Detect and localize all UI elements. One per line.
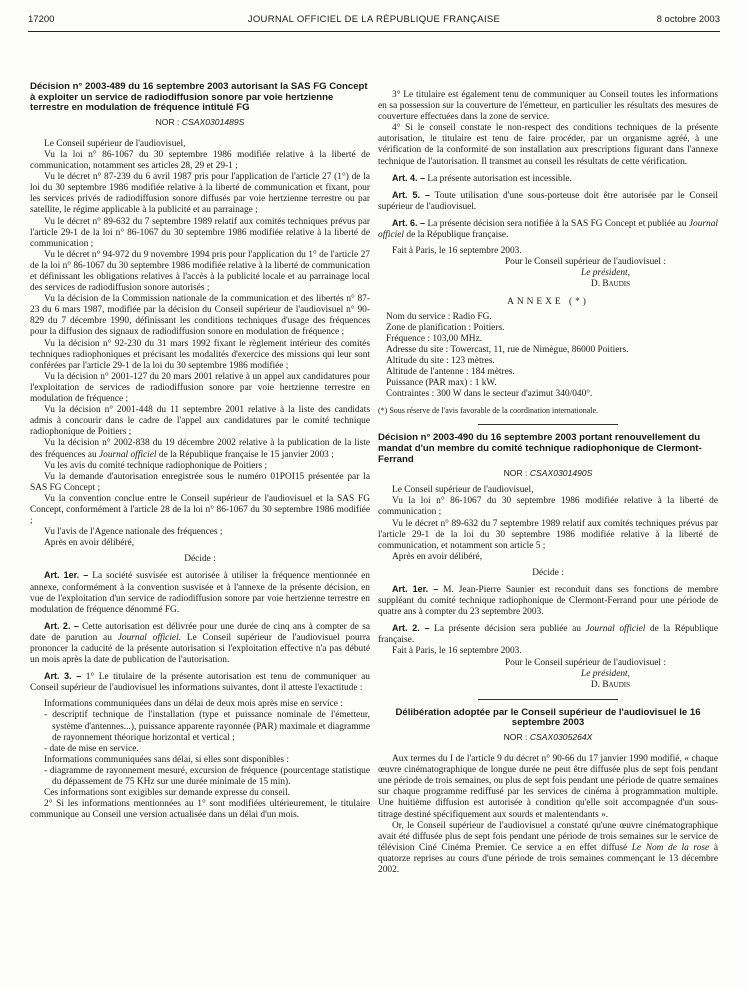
visa: Vu le décret n° 89-632 du 7 septembre 1989 relatif aux comités techniques prévus par l'article 29-1 de la loi du 30 septembre 1986 modifiée relative à la liberté de communication, et notamment son article 5 ; <box>378 518 718 551</box>
visa: Vu la décision n° 2001-127 du 20 mars 2001 relative à un appel aux candidatures pour l'exploitation de services de radiodiffusion sonore par voie hertzienne terrestre en modulation de fréquence ; <box>30 371 370 405</box>
paragraph-text: Or, le Conseil supérieur de l'audiovisuel a constaté qu'une œuvre cinématographique avait été diffusée plus de sept fois pendant une période de trois semaines sur le service de télévision Ciné Cinéma Premier. Ce service a en effet diffusé <box>378 820 718 853</box>
visa: Vu la décision de la Commission nationale de la communication et des libertés n° 87-23 du 6 mars 1987, modifiée par la décision du Conseil supérieur de l'audiovisuel n° 90-829 du 7 décembre 1990, définissant les conditions techniques d'usage des fréquences pour la diffusion des signaux de radiodiffusion sonore en modulation de fréquence ; <box>30 294 370 338</box>
article-text: La présente autorisation est incessible. <box>427 173 572 184</box>
decision-490-nor <box>378 468 718 479</box>
nor-code: CSAX0301490S <box>529 468 593 479</box>
annexe-line: Contraintes : 300 W dans le secteur d'azimut 340/040°. <box>386 389 593 400</box>
apres: Après en avoir délibéré, <box>392 551 483 562</box>
article-text: M. Jean-Pierre Saunier est reconduit dans ses fonctions de membre suppléant du comité technique radiophonique de Clermont-Ferrand pour une période de quatre ans à compter du 23 septembre 2003. <box>378 584 718 618</box>
section-divider <box>478 699 618 700</box>
nor-label: NOR : <box>155 116 180 127</box>
article-label: Art. 6. – <box>392 217 426 228</box>
annexe-line: Altitude du site : 123 mètres. <box>386 355 495 366</box>
list-item: - descriptif technique de l'installation (type et puissance nominale de l'émetteur, système d'antennes...), puissance apparente rayonnée (PAR) maximale et diagramme de rayonnement théorique horizontal et vertical ; <box>44 710 370 743</box>
article-5 <box>378 190 718 213</box>
film-title: Le Nom de la rose <box>631 842 710 853</box>
article-3 <box>30 671 370 694</box>
visa: Vu le décret n° 87-239 du 6 avril 1987 pris pour l'application de l'article 27 (1°) de la loi du 30 septembre 1986 modifiée relative à la liberté de communication et fixant, pour les services privés de radiodiffusion sonore diffusés par voie hertzienne terrestre ou par satellite, le régime applicable à la publicité et au parrainage ; <box>30 172 370 216</box>
article-2 <box>378 623 718 646</box>
article-text: 1° Le titulaire de la présente autorisation est tenu de communiquer au Conseil supérieur de l'audiovisuel les informations suivantes, dont il atteste l'exactitude : <box>30 672 370 694</box>
section-divider <box>478 424 618 425</box>
visa: Vu le décret n° 89-632 du 7 septembre 1989 relatif aux comités techniques prévus par l'article 29-1 de la loi n° 86-1067 du 30 septembre 1986 modifiée relative à la liberté de communication ; <box>30 216 370 249</box>
info-list-1 <box>30 710 370 754</box>
deliberation-p1: Aux termes du I de l'article 9 du décret n° 90-66 du 17 janvier 1990 modifié, « chaque œuvre cinématographique de longue durée ne peut être diffusée plus de sept fois pendant une période de trois semaines, ou plus de sept fois pendant une période de quatre semaines sur chaque programme rediffusé par les services de cinéma à programmation multiple. Une huitième diffusion est autorisée à condition qu'elle soit accompagnée d'un sous-titrage destiné spécifiquement aux sourds et malentendants ». <box>378 754 719 820</box>
article-text: de la République française. <box>406 230 509 241</box>
exigibles: Ces informations sont exigibles sur demande expresse du conseil. <box>44 788 291 799</box>
right-column <box>378 90 718 876</box>
visa: Vu la demande d'autorisation enregistrée sous le numéro 01POI15 présentée par la SAS FG Concept ; <box>30 471 370 493</box>
visa: Vu la décision n° 2001-448 du 11 septembre 2001 relative à la liste des candidats admis à concourir dans le cadre de l'appel aux candidatures par le comité technique radiophonique de Poitiers ; <box>30 405 370 438</box>
decide: Décide : <box>532 567 564 578</box>
annexe-title: ANNEXE (*) <box>507 296 589 307</box>
paragraph-3: 3° Le titulaire est également tenu de communiquer au Conseil toutes les informations en sa possession sur la couverture de l'émetteur, en particulier les résultats des mesures de couverture effectuées dans la zone de service. <box>378 90 718 123</box>
president <box>378 268 718 279</box>
article-text: Toute utilisation d'une sous-porteuse doit être autorisée par le Conseil supérieur de l'audiovisuel. <box>378 190 718 212</box>
journal-title: JOURNAL OFFICIEL DE LA RÉPUBLIQUE FRANÇAISE <box>247 14 501 25</box>
pour: Pour le Conseil supérieur de l'audiovisuel : <box>504 657 666 668</box>
visa: Vu la loi n° 86-1067 du 30 septembre 1986 modifiée relative à la liberté de communication ; <box>378 496 718 518</box>
annexe-line: Zone de planification : Poitiers. <box>386 322 505 333</box>
article-label: Art. 4. – <box>392 172 426 183</box>
article-label: Art. 3. – <box>44 671 82 682</box>
list-item-text: date de mise en service. <box>49 743 139 754</box>
fait: Fait à Paris, le 16 septembre 2003. <box>392 646 522 657</box>
annexe-line: Puissance (PAR max) : 1 kW. <box>386 378 497 389</box>
left-column <box>30 82 370 821</box>
journal-officiel-ref: Journal officiel <box>585 624 646 635</box>
visa: Vu le décret n° 94-972 du 9 novembre 1994 pris pour l'application du 1° de l'article 27 de la loi n° 86-1067 du 30 septembre 1986 modifiée relative à la liberté de communication et définissant les obligations relatives à l'accès à la publicité locale et au parrainage local des services de radiodiffusion sonore autorisés ; <box>30 249 370 294</box>
president-label: Le président, <box>581 268 630 279</box>
visa <box>30 438 370 460</box>
decision-489-title: Décision n° 2003-489 du 16 septembre 2003 autorisant la SAS FG Concept à exploiter un service de radiodiffusion sonore par voie hertzienne terrestre en modulation de fréquence intitulé FG <box>30 81 368 114</box>
nor-code: CSAX0305264X <box>529 732 593 742</box>
nor-label: NOR : <box>503 468 528 479</box>
article-2 <box>30 621 370 666</box>
article-text: Le Conseil supérieur de l'audiovisuel pourra prononcer la caducité de la présente autorisation si l'exploitation effective n'a pas débuté un mois après la date de publication de l'autorisation. <box>30 632 371 666</box>
article-label: Art. 2. – <box>392 623 430 634</box>
president-label: Le président, <box>581 668 630 679</box>
journal-officiel-ref: Journal officiel <box>378 218 719 241</box>
annexe-note: (*) Sous réserve de l'avis favorable de la coordination internationale. <box>378 406 599 416</box>
paragraph-4: 4° Si le conseil constate le non-respect des conditions techniques de la présente autorisation, le titulaire est tenu de faire procéder, par un organisme agréé, à une vérification de la conformité de son installation aux prescriptions figurant dans l'annexe technique de l'autorisation. Il transmet au conseil les résultats de cette vérification. <box>378 123 718 167</box>
page-header <box>28 14 720 28</box>
article-text: La présente décision sera publiée au <box>434 624 581 635</box>
deliberation-p2 <box>378 821 718 876</box>
article-label: Art. 1er. – <box>392 583 439 594</box>
article-label: Art. 2. – <box>44 620 79 631</box>
nor-code: CSAX0301489S <box>181 116 245 127</box>
article-label: Art. 5. – <box>392 189 430 200</box>
nor-label: NOR : <box>503 732 528 742</box>
article-1 <box>378 584 718 618</box>
intro: Le Conseil supérieur de l'audiovisuel, <box>44 138 186 149</box>
visa: Vu les avis du comité technique radiophonique de Poitiers ; <box>44 460 268 471</box>
annexe-line: Fréquence : 103,00 MHz. <box>386 333 483 344</box>
signature: D. Baudis <box>590 279 630 290</box>
article-4 <box>378 173 718 185</box>
journal-officiel-ref: Journal officiel. <box>117 632 182 643</box>
list-item-text: diagramme de rayonnement mesuré, excursion de fréquence (pourcentage statistique du dépassement de 75 KHz sur une durée minimale de 15 min). <box>49 765 370 788</box>
intro: Le Conseil supérieur de l'audiovisuel, <box>392 485 534 496</box>
decision-489-nor <box>30 117 370 128</box>
visa-tail: de la République française le 15 janvier 2003 ; <box>158 449 334 460</box>
visa: Vu la loi n° 86-1067 du 30 septembre 1986 modifiée relative à la liberté de communication, notamment ses articles 28, 29 et 29-1 ; <box>30 149 370 172</box>
article-text: La société susvisée est autorisée à utiliser la fréquence mentionnée en annexe, conformément à la convention susvisée et à l'annexe de la présente décision, en vue de l'exploitation d'un service de radiodiffusion sonore par voie hertzienne terrestre en modulation de fréquence dénommé FG. <box>30 571 370 615</box>
article-label: Art. 1er. – <box>44 570 89 581</box>
article-6 <box>378 218 718 241</box>
issue-date: 8 octobre 2003 <box>656 14 720 25</box>
annexe-line: Adresse du site : Towercast, 11, rue de Nimègue, 86000 Poitiers. <box>386 344 629 355</box>
header-rule <box>28 31 720 32</box>
apres: Après en avoir délibéré, <box>44 538 135 549</box>
decision-490-title: Décision n° 2003-490 du 16 septembre 2003 portant renouvellement du mandat d'un membre du comité technique radiophonique de Clermont-Ferrand <box>378 432 702 465</box>
article-text: Cette autorisation est délivrée pour une durée de cinq ans à compter de sa date de parution au <box>30 621 371 643</box>
article-text: La présente décision sera notifiée à la SAS FG Concept et publiée au <box>427 218 687 229</box>
info-delay: Informations communiquées dans un délai de deux mois après mise en service : <box>44 699 343 710</box>
page-number: 17200 <box>28 14 55 25</box>
visa: Vu la décision n° 92-230 du 31 mars 1992 fixant le règlement intérieur des comités techniques radiophoniques et précisant les modalités d'exercice des missions qui leur sont conférées par l'article 29-1 de la loi du 30 septembre 1986 modifiée ; <box>30 338 370 371</box>
paragraph-2: 2° Si les informations mentionnées au 1° sont modifiées ultérieurement, le titulaire communique au Conseil une version actualisée dans un délai d'un mois. <box>30 799 370 821</box>
journal-officiel-ref: Journal officiel <box>98 449 157 460</box>
list-item: - date de mise en service. <box>44 743 139 754</box>
info-list-2 <box>30 766 370 788</box>
annexe-line: Altitude de l'antenne : 184 mètres. <box>386 367 515 378</box>
pour: Pour le Conseil supérieur de l'audiovisuel : <box>504 257 666 268</box>
annexe-line: Nom du service : Radio FG. <box>386 311 492 322</box>
visa: Vu l'avis de l'Agence nationale des fréquences ; <box>44 527 223 538</box>
visa-text: Vu la décision n° 2002-838 du 19 décembre 2002 relative à la publication de la liste des fréquences au <box>30 438 370 460</box>
article-1 <box>30 570 370 615</box>
visa: Vu la convention conclue entre le Conseil supérieur de l'audiovisuel et la SAS FG Concept, conformément à l'article 28 de la loi n° 86-1067 du 30 septembre 1986 modifiée ; <box>30 493 370 527</box>
paragraph-text: à quatorze reprises au cours d'une période de trois semaines commençant le 13 décembre 2002. <box>378 842 718 876</box>
article-text: de la République française. <box>378 624 718 646</box>
deliberation-title: Délibération adoptée par le Conseil supérieur de l'audiovisuel le 16 septembre 2003 <box>395 706 701 729</box>
decide: Décide : <box>184 554 216 565</box>
president <box>378 669 718 680</box>
list-item-text: descriptif technique de l'installation (type et puissance nominale de l'émetteur, système d'antennes...), puissance apparente rayonnée (PAR) maximale et diagramme de rayonnement théorique horizontal et vertical ; <box>52 710 370 743</box>
list-item: - diagramme de rayonnement mesuré, excursion de fréquence (pourcentage statistique du dépassement de 75 KHz sur une durée minimale de 15 min). <box>44 765 370 788</box>
deliberation-nor <box>378 732 718 743</box>
fait: Fait à Paris, le 16 septembre 2003. <box>392 246 522 257</box>
signature: D. Baudis <box>590 679 630 690</box>
info-request: Informations communiquées sans délai, si elles sont disponibles : <box>44 754 290 765</box>
